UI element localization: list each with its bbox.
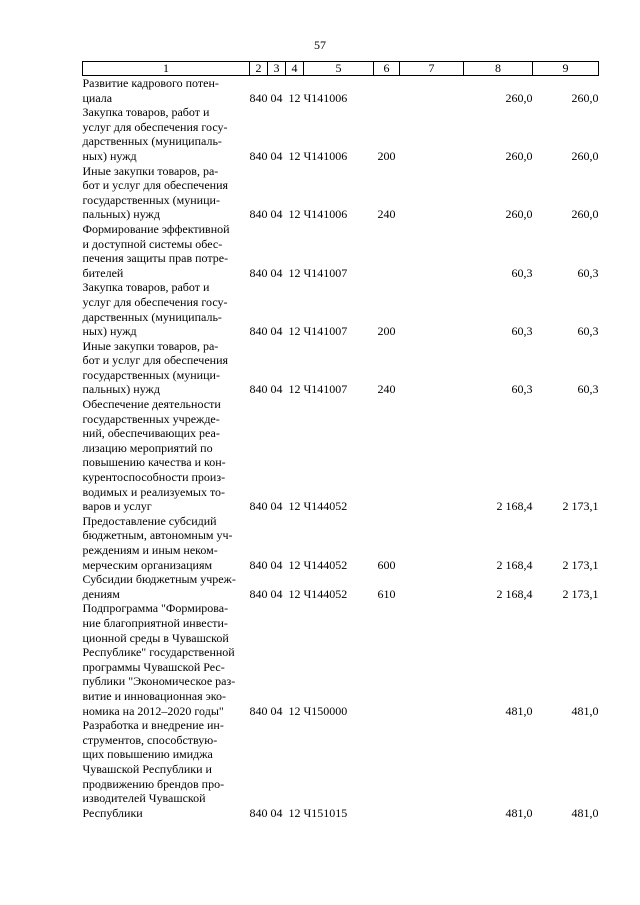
code-section: 04: [270, 324, 283, 339]
amount-col-7: [400, 105, 464, 163]
amount-col-9: 481,0: [571, 703, 599, 718]
amount-col-9: 260,0: [571, 148, 599, 163]
code-expense-type: 200: [377, 148, 396, 163]
amount-col-7: [400, 718, 464, 820]
amount-col-9: 260,0: [571, 90, 599, 105]
amount-col-7: [400, 339, 464, 397]
column-header: 9: [533, 62, 599, 76]
code-subsection: 12: [288, 557, 301, 572]
column-header: 5: [304, 62, 374, 76]
code-target-article: Ч141007: [303, 265, 348, 280]
code-section: 04: [270, 557, 283, 572]
amount-col-7: [400, 164, 464, 222]
code-subsection: 12: [288, 324, 301, 339]
column-header: 7: [400, 62, 464, 76]
row-description: Разработка и внедрение ин- струментов, способствую- щих повышению имиджа Чувашской Республики и продвижению брендов про- изводителей Чувашской Республики: [82, 718, 225, 820]
amount-col-9: 2 173,1: [562, 557, 599, 572]
amount-col-8: 60,3: [511, 324, 533, 339]
row-description: Подпрограмма "Формирова- ние благоприятной инвести- ционной среды в Чувашской Республике" государственной программы Чувашской Рес- публики "Экономическое раз- витие и инновационная эко- номика на 2012–2020 годы": [82, 601, 236, 718]
code-target-article: Ч151015: [303, 805, 348, 820]
code-section: 04: [270, 90, 283, 105]
code-expense-type: [374, 601, 400, 718]
code-subsection: 12: [288, 382, 301, 397]
amount-col-7: [400, 572, 464, 601]
code-section: 04: [270, 265, 283, 280]
row-description: Закупка товаров, работ и услуг для обеспечения госу- дарственных (муниципаль- ных) нужд: [82, 280, 228, 339]
amount-col-8: 2 168,4: [496, 499, 533, 514]
code-subsection: 12: [288, 703, 301, 718]
amount-col-9: 2 173,1: [562, 586, 599, 601]
code-expense-type: 610: [377, 586, 396, 601]
code-expense-type: [374, 76, 400, 106]
table-row: [83, 718, 599, 820]
code-subsection: 12: [288, 499, 301, 514]
code-ministry: 840: [249, 557, 268, 572]
code-target-article: Ч144052: [303, 557, 348, 572]
code-target-article: Ч141006: [303, 148, 348, 163]
table-row: [83, 572, 599, 601]
code-expense-type: [374, 222, 400, 280]
row-description: Предоставление субсидий бюджетным, автономным уч- реждениям и иным неком- мерческим организациям: [82, 513, 233, 572]
code-section: 04: [270, 382, 283, 397]
code-section: 04: [270, 148, 283, 163]
amount-col-8: 481,0: [505, 805, 533, 820]
code-subsection: 12: [288, 805, 301, 820]
code-ministry: 840: [249, 805, 268, 820]
table-header-row: [83, 62, 599, 76]
row-description: Развитие кадрового потен- циала: [82, 76, 219, 105]
code-target-article: Ч150000: [303, 703, 348, 718]
amount-col-8: 260,0: [505, 207, 533, 222]
code-ministry: 840: [249, 90, 268, 105]
amount-col-8: 2 168,4: [496, 557, 533, 572]
code-target-article: Ч144052: [303, 499, 348, 514]
row-description: Иные закупки товаров, ра- бот и услуг для обеспечения государственных (муници- пальных) нужд: [82, 338, 229, 397]
code-subsection: 12: [288, 207, 301, 222]
code-ministry: 840: [249, 499, 268, 514]
code-section: 04: [270, 499, 283, 514]
amount-col-7: [400, 514, 464, 572]
row-description: Иные закупки товаров, ра- бот и услуг для обеспечения государственных (муници- пальных) нужд: [82, 163, 229, 222]
amount-col-9: 481,0: [571, 805, 599, 820]
code-subsection: 12: [288, 90, 301, 105]
code-ministry: 840: [249, 265, 268, 280]
code-subsection: 12: [288, 586, 301, 601]
row-description: Закупка товаров, работ и услуг для обеспечения госу- дарственных (муниципаль- ных) нужд: [82, 105, 228, 163]
code-target-article: Ч144052: [303, 586, 348, 601]
code-target-article: Ч141007: [303, 324, 348, 339]
code-ministry: 840: [249, 586, 268, 601]
column-header: 6: [374, 62, 400, 76]
column-header: 4: [286, 62, 304, 76]
code-expense-type: 200: [377, 324, 396, 339]
code-target-article: Ч141006: [303, 90, 348, 105]
code-ministry: 840: [249, 703, 268, 718]
code-ministry: 840: [249, 207, 268, 222]
amount-col-7: [400, 280, 464, 338]
amount-col-7: [400, 397, 464, 514]
amount-col-8: 260,0: [505, 90, 533, 105]
table-row: [83, 601, 599, 718]
table-row: [83, 105, 599, 163]
code-section: 04: [270, 703, 283, 718]
code-ministry: 840: [249, 148, 268, 163]
amount-col-7: [400, 601, 464, 718]
table-row: [83, 164, 599, 222]
column-header: 2: [250, 62, 268, 76]
table-row: [83, 514, 599, 572]
column-header: 3: [268, 62, 286, 76]
code-target-article: Ч141006: [303, 207, 348, 222]
column-header: 8: [464, 62, 533, 76]
amount-col-9: 260,0: [571, 207, 599, 222]
code-expense-type: 240: [377, 382, 396, 397]
table-row: [83, 339, 599, 397]
table-row: [83, 280, 599, 338]
code-expense-type: [374, 718, 400, 820]
amount-col-7: [400, 222, 464, 280]
code-section: 04: [270, 805, 283, 820]
amount-col-9: 2 173,1: [562, 499, 599, 514]
code-target-article: Ч141007: [303, 382, 348, 397]
amount-col-9: 60,3: [577, 265, 599, 280]
row-description: Формирование эффективной и доступной системы обес- печения защиты прав потре- бителей: [82, 221, 230, 280]
code-expense-type: [374, 397, 400, 514]
row-description: Субсидии бюджетным учреж- дениям: [82, 572, 236, 601]
code-expense-type: 600: [377, 557, 396, 572]
table-row: [83, 222, 599, 280]
amount-col-8: 60,3: [511, 265, 533, 280]
code-expense-type: 240: [377, 207, 396, 222]
amount-col-8: 481,0: [505, 703, 533, 718]
code-subsection: 12: [288, 265, 301, 280]
code-ministry: 840: [249, 382, 268, 397]
code-subsection: 12: [288, 148, 301, 163]
column-header: 1: [83, 62, 250, 76]
budget-table: [82, 61, 599, 820]
code-section: 04: [270, 207, 283, 222]
amount-col-7: [400, 76, 464, 106]
page-number: 57: [314, 38, 326, 52]
amount-col-8: 60,3: [511, 382, 533, 397]
row-description: Обеспечение деятельности государственных учрежде- ний, обеспечивающих реа- лизацию мероприятий по повышению качества и кон- курентоспособности произ- водимых и реализуемых то- варов и услуг: [82, 397, 226, 514]
amount-col-8: 260,0: [505, 148, 533, 163]
amount-col-8: 2 168,4: [496, 586, 533, 601]
amount-col-9: 60,3: [577, 324, 599, 339]
amount-col-9: 60,3: [577, 382, 599, 397]
code-section: 04: [270, 586, 283, 601]
table-row: [83, 397, 599, 514]
code-ministry: 840: [249, 324, 268, 339]
table-row: [83, 76, 599, 106]
